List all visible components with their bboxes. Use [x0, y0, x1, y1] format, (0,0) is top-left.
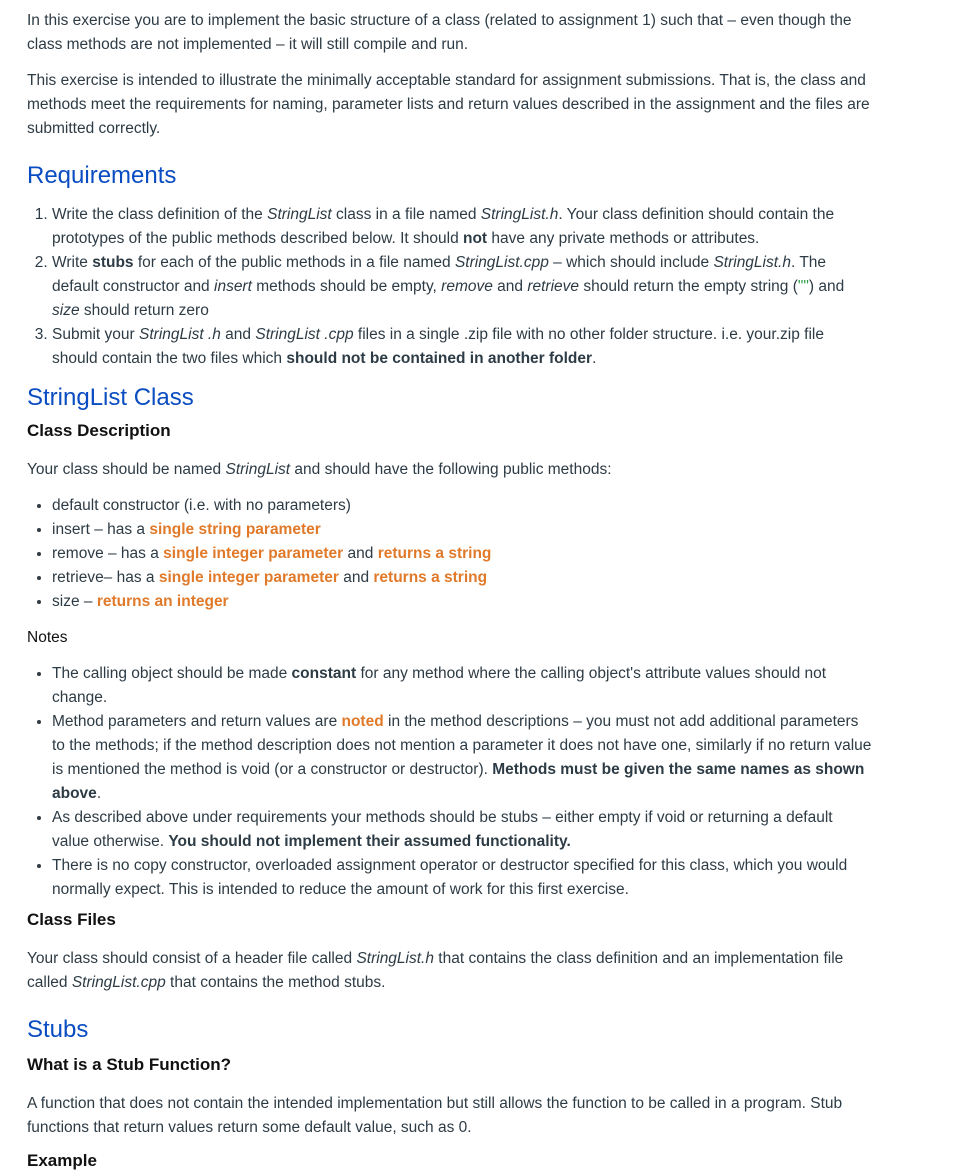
example-heading: Example: [27, 1151, 97, 1170]
class-description-text: Your class should be named StringList and should have the following public methods:: [27, 461, 612, 478]
notes-list: [27, 662, 872, 902]
class-description-heading: Class Description: [27, 421, 171, 440]
method-item: • insert – has a single string parameter: [52, 518, 872, 542]
public-methods-list: [27, 494, 872, 614]
note-item: • There is no copy constructor, overloaded assignment operator or destructor specified for this class, which you would normally expect. This is intended to reduce the amount of work for this first exercise.: [52, 854, 872, 902]
stub-function-heading: What is a Stub Function?: [27, 1055, 231, 1074]
intro-paragraph-1: In this exercise you are to implement the basic structure of a class (related to assignment 1) such that – even though the class methods are not implemented – it will still compile and run.: [27, 12, 852, 53]
requirement-item-3: 3. Submit your StringList .h and StringList .cpp files in a single .zip file with no other folder structure. i.e. your.zip file should contain the two files which should not be contained in another folder.: [52, 323, 872, 371]
method-item: • remove – has a single integer parameter and returns a string: [52, 542, 872, 566]
requirement-item-2: 2. Write stubs for each of the public methods in a file named StringList.cpp – which should include StringList.h. The default constructor and insert methods should be empty, remove and retrieve should return the empty string ("") and size should return zero: [52, 251, 872, 323]
stringlist-class-heading: StringList Class: [27, 384, 194, 411]
class-files-heading: Class Files: [27, 910, 116, 929]
note-item: • The calling object should be made constant for any method where the calling object's attribute values should not change.: [52, 662, 872, 710]
method-item: • retrieve– has a single integer parameter and returns a string: [52, 566, 872, 590]
clipped-next-heading: [27, 1149, 872, 1170]
class-files-text: Your class should consist of a header file called StringList.h that contains the class definition and an implementation file called StringList.cpp that contains the method stubs.: [27, 950, 844, 991]
requirements-list: [27, 203, 872, 371]
note-item: • Method parameters and return values are noted in the method descriptions – you must not add additional parameters to the methods; if the method description does not mention a parameter it does not have one, similarly if no return value is mentioned the method is void (or a constructor or destructor). Methods must be given the same names as shown above.: [52, 710, 872, 806]
stubs-heading: Stubs: [27, 1016, 89, 1043]
intro-paragraph-2: This exercise is intended to illustrate the minimally acceptable standard for assignment submissions. That is, the class and methods meet the requirements for naming, parameter lists and return values described in the assignment and the files are submitted correctly.: [27, 72, 870, 137]
requirement-item-1: 1. Write the class definition of the StringList class in a file named StringList.h. Your class definition should contain the prototypes of the public methods described below. It should not have any private methods or attributes.: [52, 203, 872, 251]
notes-heading: Notes: [27, 629, 68, 646]
stub-function-text: A function that does not contain the intended implementation but still allows the function to be called in a program. Stub functions that return values return some default value, such as 0.: [27, 1095, 843, 1136]
method-item: • size – returns an integer: [52, 590, 872, 614]
requirements-heading: Requirements: [27, 162, 177, 189]
method-item: • default constructor (i.e. with no parameters): [52, 494, 872, 518]
note-item: • As described above under requirements your methods should be stubs – either empty if void or returning a default value otherwise. You should not implement their assumed functionality.: [52, 806, 872, 854]
